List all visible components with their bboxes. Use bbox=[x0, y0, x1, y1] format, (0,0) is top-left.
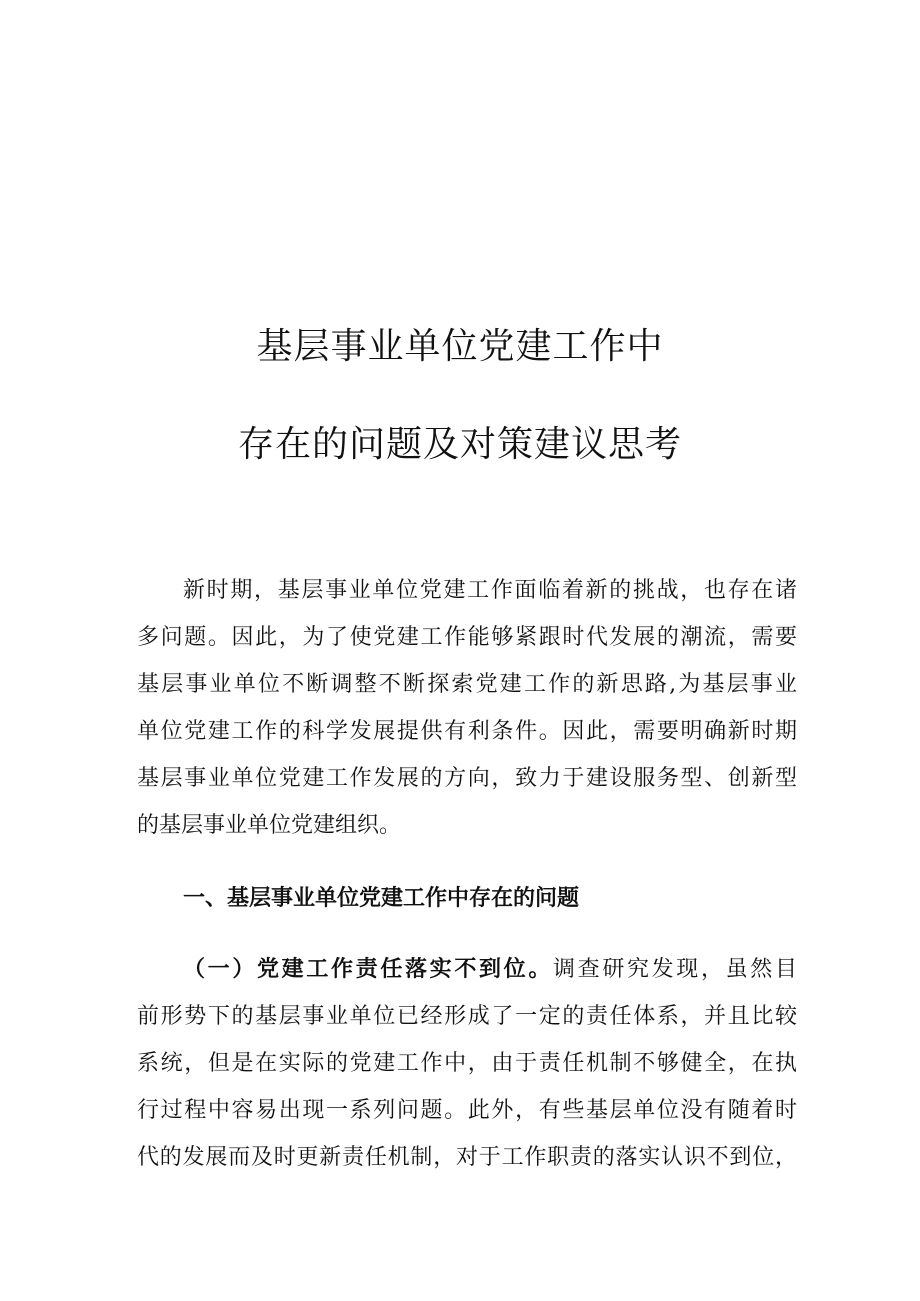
subsection-1-line-2: 前形势下的基层事业单位已经形成了一定的责任体系，并且比较 bbox=[137, 1004, 797, 1029]
section-1-heading: 一、基层事业单位党建工作中存在的问题 bbox=[183, 886, 580, 911]
intro-line-4: 单位党建工作的科学发展提供有利条件。因此，需要明确新时期 bbox=[137, 719, 797, 744]
subsection-1-line-3: 系统，但是在实际的党建工作中，由于责任机制不够健全，在执 bbox=[137, 1051, 797, 1076]
intro-line-5: 基层事业单位党建工作发展的方向，致力于建设服务型、创新型 bbox=[137, 766, 797, 791]
document-title-line-1: 基层事业单位党建工作中 bbox=[256, 326, 664, 367]
subsection-1-first-line-text: 调查研究发现，虽然目 bbox=[552, 957, 797, 982]
intro-line-3: 基层事业单位不断调整不断探索党建工作的新思路,为基层事业 bbox=[137, 672, 797, 697]
intro-line-2: 多问题。因此，为了使党建工作能够紧跟时代发展的潮流，需要 bbox=[137, 625, 797, 650]
subsection-1-heading: （一）党建工作责任落实不到位。 bbox=[183, 957, 553, 982]
subsection-1-first-line bbox=[183, 952, 797, 983]
subsection-1-line-5: 代的发展而及时更新责任机制，对于工作职责的落实认识不到位， bbox=[137, 1145, 797, 1170]
intro-line-6: 的基层事业单位党建组织。 bbox=[137, 813, 402, 838]
document-title-line-2: 存在的问题及对策建议思考 bbox=[237, 424, 682, 465]
intro-line-1: 新时期，基层事业单位党建工作面临着新的挑战，也存在诸 bbox=[183, 578, 797, 603]
subsection-1-line-4: 行过程中容易出现一系列问题。此外，有些基层单位没有随着时 bbox=[137, 1098, 797, 1123]
